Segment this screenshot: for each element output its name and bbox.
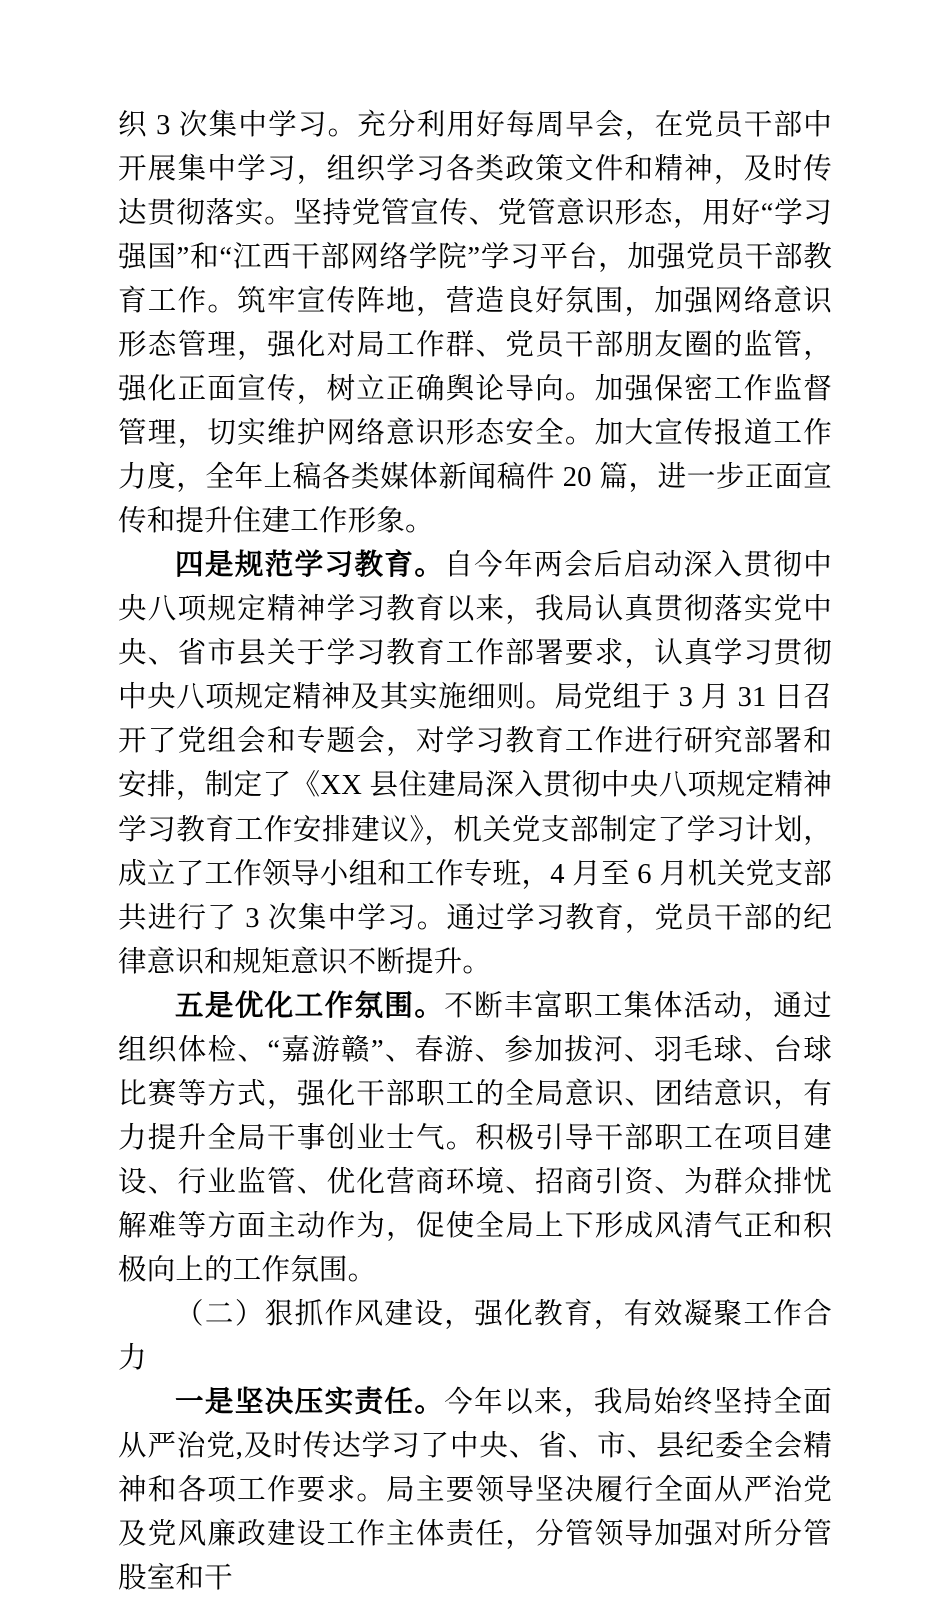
paragraph-lead-label: 四是规范学习教育。 xyxy=(175,550,445,582)
paragraph-text: （二）狠抓作风建设，强化教育，有效凝聚工作合力 xyxy=(118,1298,832,1374)
paragraph-text: 不断丰富职工集体活动，通过组织体检、“嘉游赣”、春游、参加拔河、羽毛球、台球比赛等方式，强化干部职工的全局意识、团结意识，有力提升全局干事创业士气。积极引导干部职工在项目建设、行业监管、优化营商环境、招商引资、为群众排忧解难等方面主动作为，促使全局上下形成风清气正和积极向上的工作氛围。 xyxy=(118,990,832,1286)
paragraph-item-one xyxy=(118,1381,832,1601)
paragraph-lead-label: 一是坚决压实责任。 xyxy=(175,1386,445,1418)
paragraph-section-heading-two xyxy=(118,1293,832,1381)
paragraph-text: 自今年两会后启动深入贯彻中央八项规定精神学习教育以来，我局认真贯彻落实党中央、省市县关于学习教育工作部署要求，认真学习贯彻中央八项规定精神及其实施细则。局党组于 3 月 31 日召开了党组会和专题会，对学习教育工作进行研究部署和安排，制定了《XX 县住建局深入贯彻中央八项规定精神学习教育工作安排建议》，机关党支部制定了学习计划，成立了工作领导小组和工作专班，4 月至 6 月机关党支部共进行了 3 次集中学习。通过学习教育，党员干部的纪律意识和规矩意识不断提升。 xyxy=(118,550,832,978)
paragraph-item-four xyxy=(118,544,832,984)
paragraph-text: 今年以来，我局始终坚持全面从严治党,及时传达学习了中央、省、市、县纪委全会精神和各项工作要求。局主要领导坚决履行全面从严治党及党风廉政建设工作主体责任，分管领导加强对所分管股室和干 xyxy=(118,1386,832,1595)
document-body xyxy=(118,104,832,1601)
paragraph-continued xyxy=(118,104,832,544)
paragraph-text: 织 3 次集中学习。充分利用好每周早会，在党员干部中开展集中学习，组织学习各类政策文件和精神，及时传达贯彻落实。坚持党管宣传、党管意识形态，用好“学习强国”和“江西干部网络学院”学习平台，加强党员干部教育工作。筑牢宣传阵地，营造良好氛围，加强网络意识形态管理，强化对局工作群、党员干部朋友圈的监管，强化正面宣传，树立正确舆论导向。加强保密工作监督管理，切实维护网络意识形态安全。加大宣传报道工作力度，全年上稿各类媒体新闻稿件 20 篇，进一步正面宣传和提升住建工作形象。 xyxy=(118,110,832,538)
paragraph-lead-label: 五是优化工作氛围。 xyxy=(175,990,445,1022)
paragraph-item-five xyxy=(118,985,832,1293)
